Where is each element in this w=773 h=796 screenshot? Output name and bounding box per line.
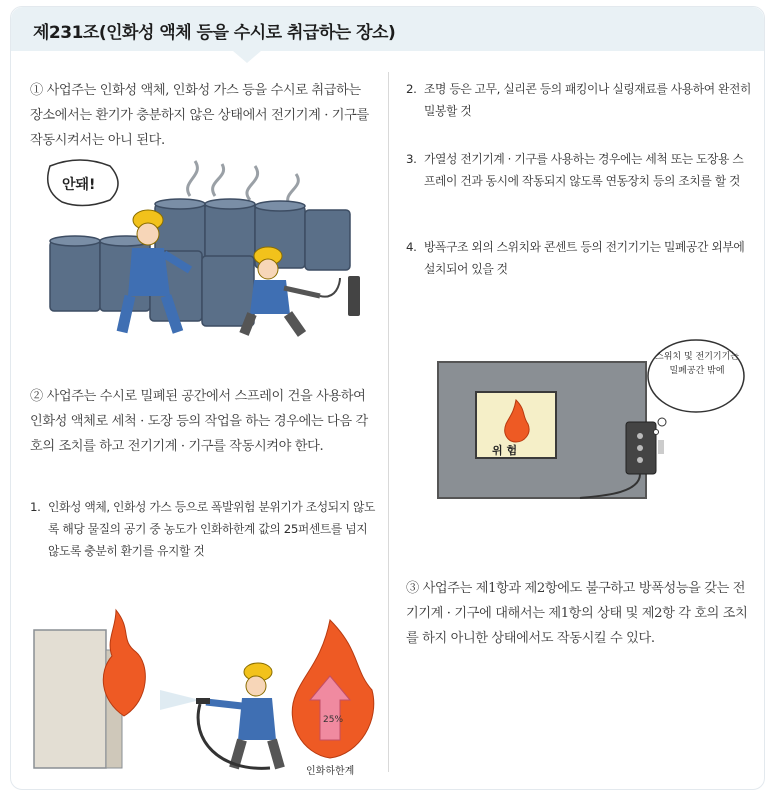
title-bar — [11, 7, 764, 51]
list-item-4-text: 방폭구조 외의 스위치와 콘센트 등의 전기기기는 밀폐공간 외부에 설치되어 있을 것 — [424, 240, 745, 276]
illustration-spray-flame — [20, 590, 380, 780]
danger-sign-text: 위 험 — [492, 444, 518, 457]
paragraph-3: ③ 사업주는 제1항과 제2항에도 불구하고 방폭성능을 갖는 전기기계 · 기구에 대해서는 제1항의 상태 및 제2항 각 호의 조치를 하지 아니한 상태에서도 작동시킬 수 있다. — [406, 581, 748, 646]
list-item-2 — [406, 78, 752, 122]
arrow-text: 25% — [323, 715, 344, 725]
wall-outlet — [348, 276, 360, 316]
list-item-2-number: 2. — [406, 82, 417, 96]
list-item-1-number: 1. — [30, 500, 41, 514]
list-item-1 — [30, 496, 376, 562]
title-notch — [233, 51, 261, 63]
lfl-label: 인화하한계 — [306, 766, 355, 777]
list-item-4 — [406, 236, 752, 280]
thought-bubble-text-wrap — [654, 350, 740, 406]
paragraph-2: ② 사업주는 수시로 밀폐된 공간에서 스프레이 건을 사용하여 인화성 액체로 세척 · 도장 등의 작업을 하는 경우에는 다음 각 호의 조치를 하고 전기기계 · 기구를 작동시켜야 한다. — [30, 389, 368, 454]
flame-icon — [103, 610, 145, 716]
page-title: 제231조(인화성 액체 등을 수시로 취급하는 장소) — [33, 23, 396, 43]
wall-panel — [34, 630, 106, 768]
paragraph-1: ① 사업주는 인화성 액체, 인화성 가스 등을 수시로 취급하는 장소에서는 환기가 충분하지 않은 상태에서 전기기계 · 기구를 작동시켜서는 아니 된다. — [30, 83, 369, 148]
list-item-1-text: 인화성 액체, 인화성 가스 등으로 폭발위험 분위기가 조성되지 않도록 해당 물질의 공기 중 농도가 인화하한계 값의 25퍼센트를 넘지 않도록 충분히 환기를 유지할 것 — [48, 500, 376, 558]
column-divider — [388, 72, 389, 772]
illustration-drums-workers — [40, 156, 370, 346]
list-item-4-number: 4. — [406, 240, 417, 254]
list-item-3-number: 3. — [406, 152, 417, 166]
list-item-2-text: 조명 등은 고무, 실리콘 등의 패킹이나 실링재료를 사용하여 완전히 밀봉할 것 — [424, 82, 752, 118]
drum-stack — [50, 199, 350, 326]
thought-bubble-text: 스위치 및 전기기기는 밀폐공간 밖에 — [655, 352, 739, 376]
bubble-text: 안돼! — [62, 177, 96, 193]
list-item-3-text: 가열성 전기기계 · 기구를 사용하는 경우에는 세척 또는 도장용 스프레이 건과 동시에 작동되지 않도록 연동장치 등의 조치를 할 것 — [424, 152, 744, 188]
spray-mist — [160, 690, 200, 710]
illustration-sealed-room — [430, 336, 750, 506]
worker-spraying — [196, 663, 280, 768]
list-item-3 — [406, 148, 752, 192]
